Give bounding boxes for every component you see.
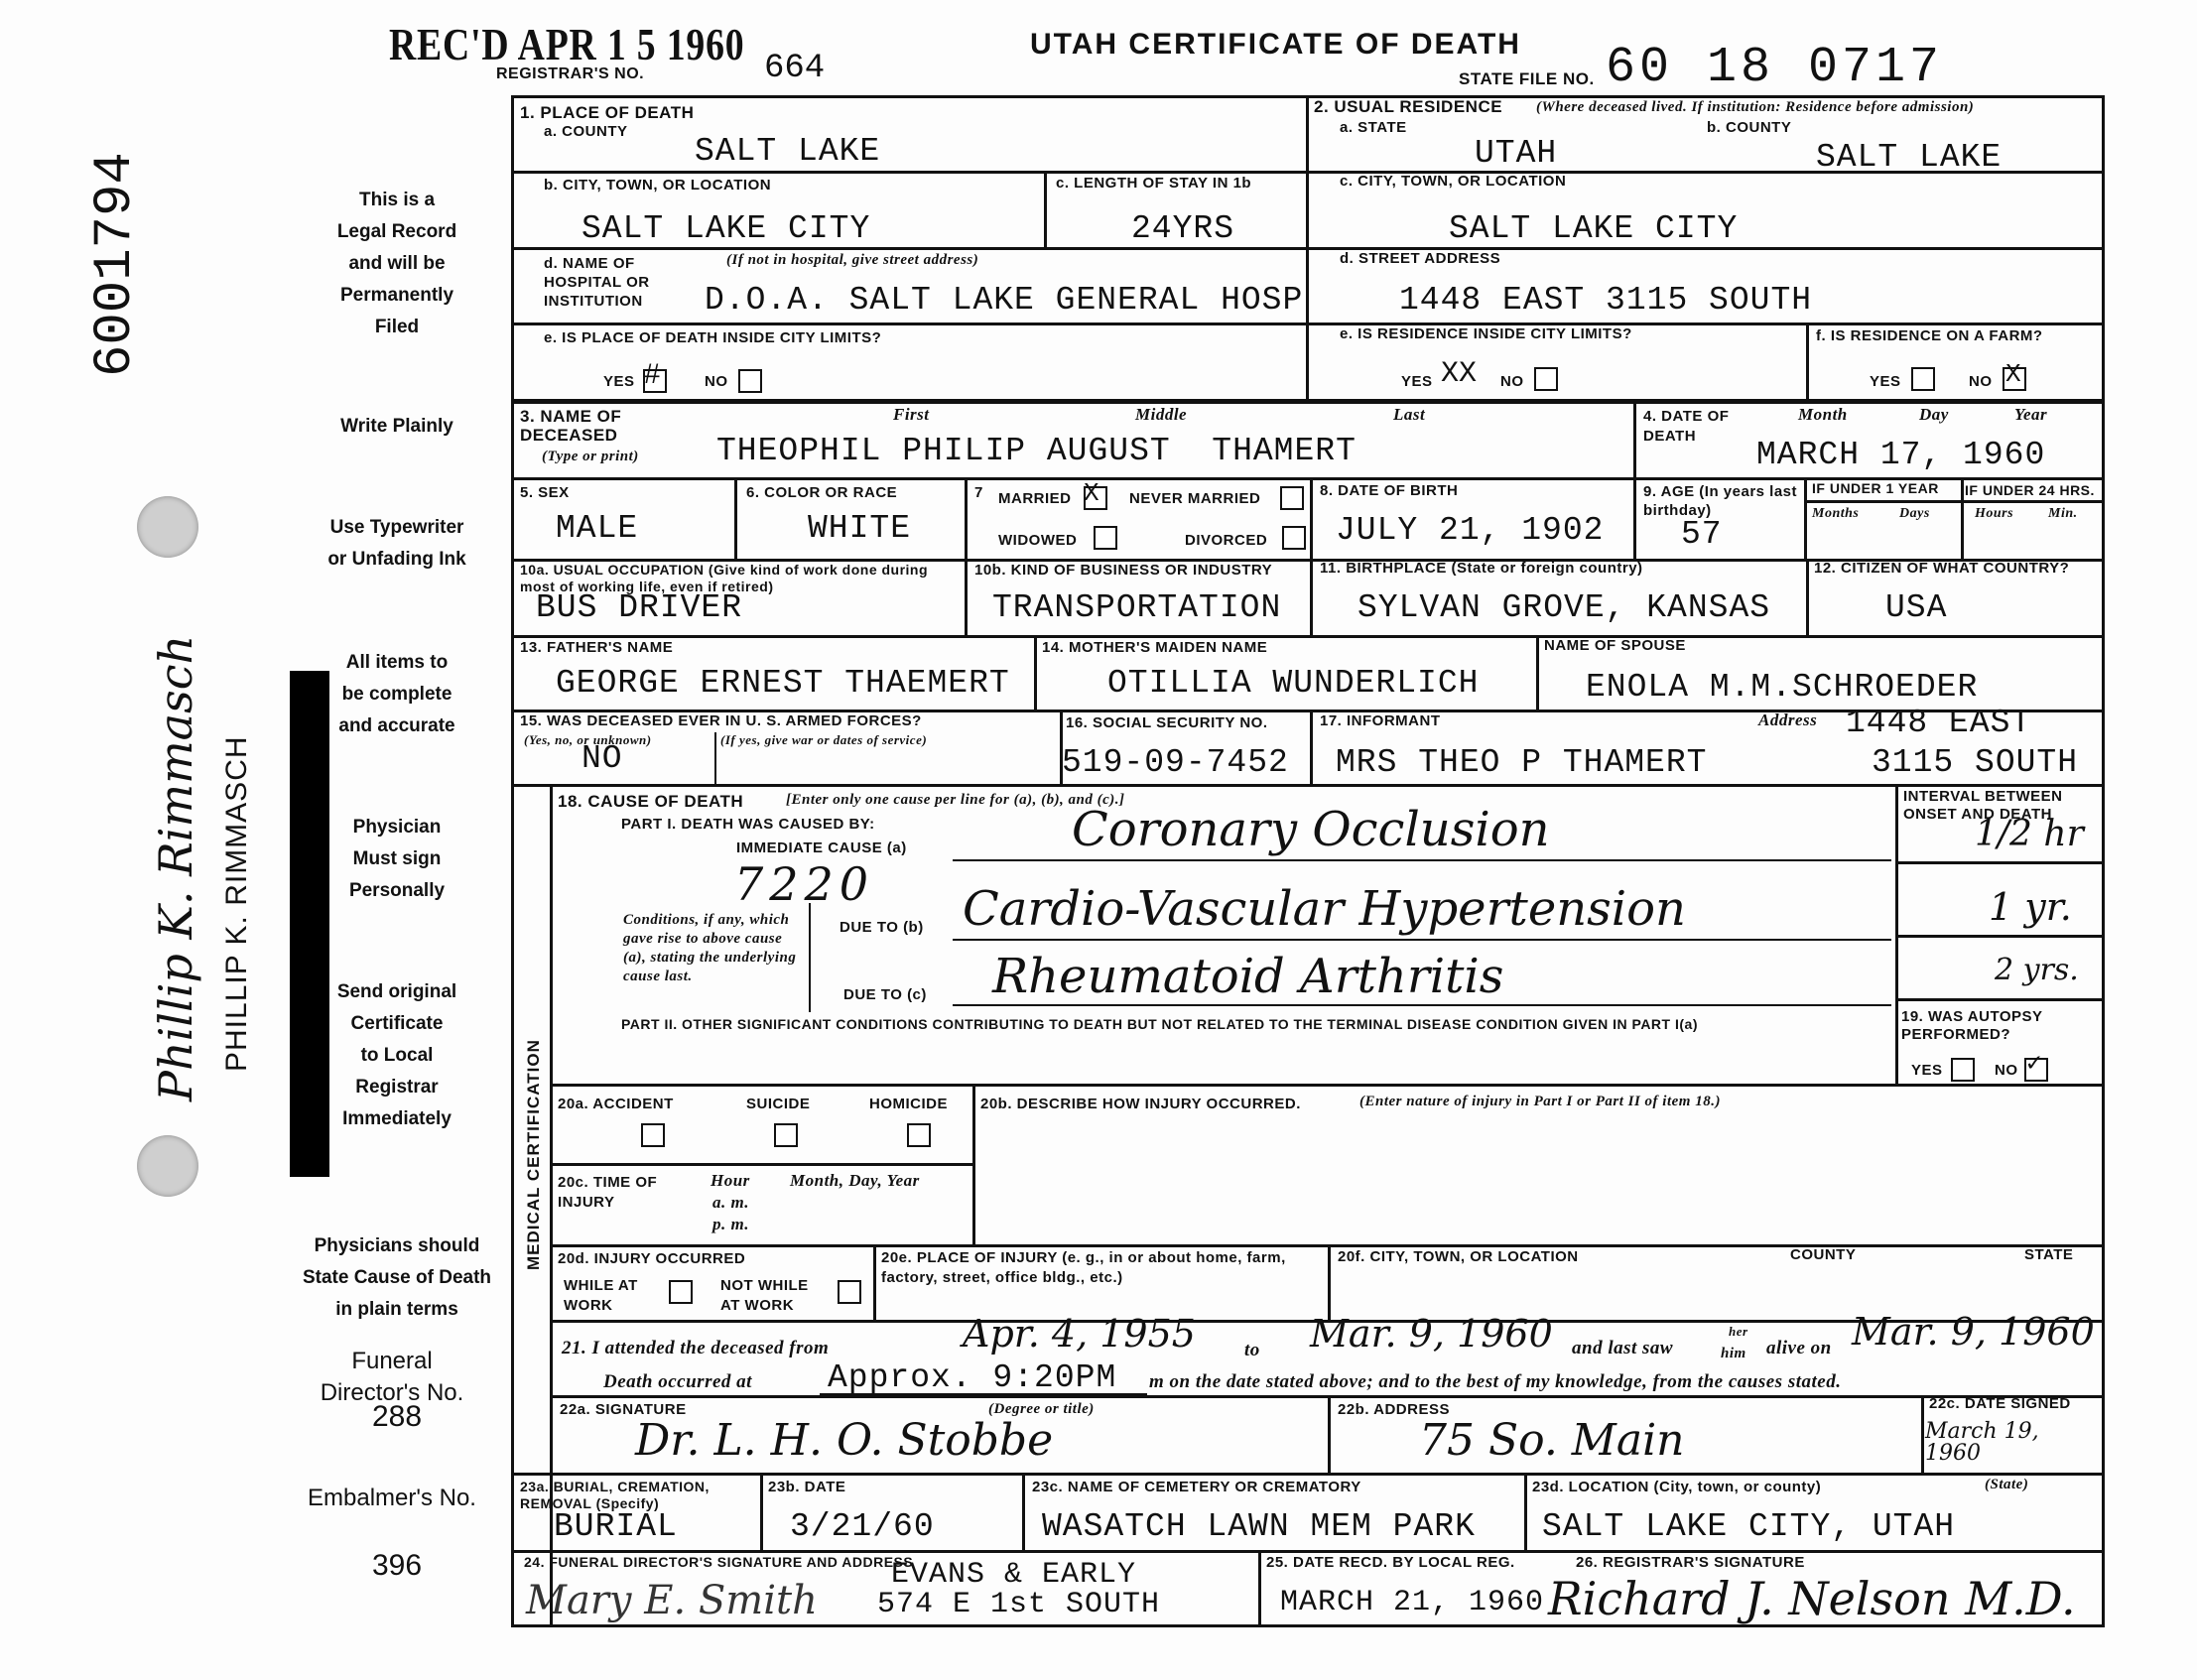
informant-address-1: 1448 EAST	[1846, 705, 2032, 741]
hours-label: Hours	[1975, 506, 2014, 521]
death-county-label: a. COUNTY	[544, 123, 628, 140]
signature-label: 22a. SIGNATURE	[560, 1401, 687, 1418]
farm-no-mark: X	[2005, 359, 2021, 389]
father-name: GEORGE ERNEST THAEMERT	[556, 665, 1010, 702]
spouse-label: NAME OF SPOUSE	[1544, 637, 1686, 654]
residence-inside-no-checkbox[interactable]	[1534, 367, 1558, 391]
cemetery-label: 23c. NAME OF CEMETERY OR CREMATORY	[1032, 1479, 1361, 1495]
first-label: First	[893, 405, 930, 424]
residence-inside-yes-label: YES	[1401, 373, 1433, 390]
race-label: 6. COLOR OR RACE	[746, 484, 898, 501]
burial-date: 3/21/60	[790, 1508, 935, 1545]
armed-forces-sub: (Yes, no, or unknown)	[524, 732, 652, 747]
all-items-note: All items to be complete and accurate	[338, 652, 455, 736]
accident-label: 20a. ACCIDENT	[558, 1096, 674, 1112]
residence-state-label: a. STATE	[1340, 119, 1407, 136]
injury-county-label: COUNTY	[1790, 1246, 1857, 1263]
embalmer-label: Embalmer's No.	[308, 1485, 476, 1511]
autopsy-yes-checkbox[interactable]	[1951, 1058, 1975, 1082]
medical-certification-label: MEDICAL CERTIFICATION	[524, 1039, 543, 1270]
binder-hole-bottom	[137, 1135, 198, 1197]
middle-label: Middle	[1135, 405, 1188, 424]
interval-b: 1 yr.	[1989, 885, 2072, 929]
occupation-label: 10a. USUAL OCCUPATION (Give kind of work done during most of working life, even if retired)	[520, 562, 929, 594]
degree-label: (Degree or title)	[988, 1401, 1095, 1417]
cemetery: WASATCH LAWN MEM PARK	[1042, 1508, 1476, 1545]
year-label: Year	[2014, 405, 2048, 424]
residence-note: (Where deceased lived. If institution: Residence before admission)	[1536, 99, 1975, 115]
hospital-note: (If not in hospital, give street address)	[726, 252, 979, 268]
immediate-cause-label: IMMEDIATE CAUSE (a)	[736, 840, 907, 856]
min-label: Min.	[2048, 506, 2078, 521]
ssn-label: 16. SOCIAL SECURITY NO.	[1066, 714, 1268, 731]
her-label: her	[1729, 1324, 1748, 1339]
embalmer-no: 396	[371, 1549, 423, 1582]
not-work-label: NOT WHILE AT WORK	[720, 1277, 809, 1314]
married-mark: X	[1084, 478, 1099, 508]
place-injury-label: 20e. PLACE OF INJURY (e. g., in or about home, farm, factory, street, office bldg., etc.)	[881, 1249, 1286, 1286]
autopsy-no-mark: ✓	[2026, 1049, 2042, 1079]
date-signed-label: 22c. DATE SIGNED	[1929, 1395, 2071, 1412]
typewriter-note: Use Typewriter or Unfading Ink	[327, 517, 466, 570]
interval-label: INTERVAL BETWEEN ONSET AND DEATH	[1903, 788, 2063, 823]
redaction-bar	[290, 671, 329, 1177]
burial-state-label: (State)	[1985, 1477, 2029, 1492]
registrar-no: 664	[764, 50, 826, 87]
injury-occurred-label: 20d. INJURY OCCURRED	[558, 1250, 746, 1267]
birth-date-label: 8. DATE OF BIRTH	[1320, 482, 1459, 499]
residence-state: UTAH	[1475, 135, 1558, 172]
death-inside-no-checkbox[interactable]	[738, 369, 762, 393]
part2-label: PART II. OTHER SIGNIFICANT CONDITIONS CONTRIBUTING TO DEATH BUT NOT RELATED TO THE TERMINAL DISEASE CONDITION GIVEN IN PART I(a)	[621, 1016, 1698, 1032]
attended-to: Mar. 9, 1960	[1310, 1312, 1553, 1356]
injury-city-label: 20f. CITY, TOWN, OR LOCATION	[1338, 1248, 1579, 1265]
autopsy-label: 19. WAS AUTOPSY PERFORMED?	[1901, 1008, 2043, 1043]
homicide-label: HOMICIDE	[869, 1096, 948, 1112]
suicide-label: SUICIDE	[746, 1096, 811, 1112]
burial-location: SALT LAKE CITY, UTAH	[1542, 1508, 1956, 1545]
interval-c: 2 yrs.	[1995, 953, 2079, 987]
registrar-no-label: REGISTRAR'S NO.	[496, 65, 645, 82]
item7-label: 7	[974, 484, 983, 501]
under-24-hours-label: IF UNDER 24 HRS.	[1965, 482, 2095, 498]
conditions-note: Conditions, if any, which gave rise to above cause (a), stating the underlying cause last.	[623, 912, 797, 984]
days-label: Days	[1899, 506, 1930, 521]
binder-hole-top	[137, 496, 198, 558]
attended-from: Apr. 4, 1955	[963, 1312, 1196, 1356]
burial-type-label: 23a. BURIAL, CREMATION, REMOVAL (Specify)	[520, 1479, 710, 1511]
death-inside-yes-mark: #	[643, 359, 662, 393]
send-original-note: Send original Certificate to Local Registrar Immediately	[336, 981, 457, 1129]
suicide-checkbox[interactable]	[774, 1123, 798, 1147]
informant: MRS THEO P THAMERT	[1336, 744, 1708, 781]
months-label: Months	[1812, 506, 1860, 521]
vertical-signature: Phillip K. Rimmasch	[149, 634, 202, 1101]
citizen-label: 12. CITIZEN OF WHAT COUNTRY?	[1814, 560, 2070, 577]
never-married-label: NEVER MARRIED	[1129, 490, 1261, 507]
cause-b: Cardio-Vascular Hypertension	[963, 881, 1686, 937]
state-file-no: 60 18 0717	[1606, 40, 1944, 96]
am-label: a. m.	[712, 1193, 749, 1212]
autopsy-no-label: NO	[1995, 1062, 2018, 1079]
length-of-stay-label: c. LENGTH OF STAY IN 1b	[1056, 175, 1252, 192]
residence-city-label: c. CITY, TOWN, OR LOCATION	[1340, 173, 1567, 190]
never-married-checkbox[interactable]	[1280, 486, 1304, 510]
physicians-state-note: Physicians should State Cause of Death in plain terms	[302, 1235, 492, 1320]
legal-record-note: This is a Legal Record and will be Permanently Filed	[336, 190, 457, 337]
mdy-label: Month, Day, Year	[790, 1171, 920, 1190]
sex-label: 5. SEX	[520, 484, 570, 501]
informant-address-label: Address	[1758, 711, 1818, 729]
date-of-death: MARCH 17, 1960	[1756, 437, 2046, 473]
date-signed: March 19, 1960	[1925, 1419, 2039, 1466]
how-injury-label: 20b. DESCRIBE HOW INJURY OCCURRED.	[980, 1096, 1301, 1112]
autopsy-yes-label: YES	[1911, 1062, 1943, 1079]
spouse-name: ENOLA M.M.SCHROEDER	[1586, 669, 1979, 706]
date-received: MARCH 21, 1960	[1280, 1586, 1545, 1619]
deceased-name-label: 3. NAME OF DECEASED	[520, 407, 622, 445]
sex: MALE	[556, 510, 639, 547]
burial-type: BURIAL	[554, 1508, 678, 1545]
death-occurred-label: Death occurred at	[603, 1371, 752, 1392]
farm-yes-checkbox[interactable]	[1911, 367, 1935, 391]
armed-forces-label: 15. WAS DECEASED EVER IN U. S. ARMED FORCES?	[520, 712, 922, 729]
funeral-director-no: 288	[371, 1400, 423, 1433]
business: TRANSPORTATION	[992, 589, 1282, 626]
residence-city: SALT LAKE CITY	[1449, 210, 1739, 247]
farm-yes-label: YES	[1870, 373, 1901, 390]
divorced-label: DIVORCED	[1185, 532, 1268, 549]
alive-on-label: alive on	[1766, 1338, 1832, 1358]
mother-name: OTILLIA WUNDERLICH	[1107, 665, 1480, 702]
informant-label: 17. INFORMANT	[1320, 712, 1441, 729]
deceased-name-sub: (Type or print)	[542, 449, 639, 464]
residence-county-label: b. COUNTY	[1707, 119, 1792, 136]
occupation: BUS DRIVER	[536, 589, 743, 626]
certificate-title: UTAH CERTIFICATE OF DEATH	[1030, 28, 1521, 61]
street-address-label: d. STREET ADDRESS	[1340, 250, 1501, 267]
under-1-year-label: IF UNDER 1 YEAR	[1812, 480, 1939, 496]
funeral-director-signature: Mary E. Smith	[526, 1578, 818, 1623]
cause-code: 7220	[734, 857, 875, 911]
residence-inside-no-label: NO	[1500, 373, 1524, 390]
registrar-signature: Richard J. Nelson M.D.	[1548, 1572, 2076, 1625]
interval-a: 1/2 hr	[1975, 814, 2084, 854]
residence-inside-label: e. IS RESIDENCE INSIDE CITY LIMITS?	[1340, 325, 1632, 342]
race: WHITE	[808, 510, 912, 547]
physician-note: Physician Must sign Personally	[348, 817, 446, 901]
received-stamp: REC'D APR 1 5 1960	[389, 19, 745, 69]
cause-c: Rheumatoid Arthritis	[992, 949, 1504, 1004]
part1-label: PART I. DEATH WAS CAUSED BY:	[621, 816, 875, 833]
residence-label: 2. USUAL RESIDENCE	[1314, 97, 1503, 116]
informant-address-2: 3115 SOUTH	[1872, 744, 2079, 781]
physician-address: 75 So. Main	[1419, 1415, 1685, 1466]
death-city-label: b. CITY, TOWN, OR LOCATION	[544, 177, 772, 194]
write-plainly-note: Write Plainly	[340, 416, 453, 437]
death-city: SALT LAKE CITY	[582, 210, 871, 247]
burial-location-label: 23d. LOCATION (City, town, or county)	[1532, 1479, 1822, 1495]
time-injury-label: 20c. TIME OF INJURY	[558, 1174, 658, 1211]
due-to-c-label: DUE TO (c)	[843, 986, 927, 1003]
cause-note: [Enter only one cause per line for (a), (b), and (c).]	[786, 792, 1125, 808]
business-label: 10b. KIND OF BUSINESS OR INDUSTRY	[974, 562, 1273, 579]
ssn: 519-09-7452	[1062, 744, 1289, 781]
physician-address-label: 22b. ADDRESS	[1338, 1401, 1450, 1418]
hospital-label: d. NAME OF HOSPITAL OR INSTITUTION	[544, 255, 650, 310]
father-label: 13. FATHER'S NAME	[520, 639, 674, 656]
pm-label: p. m.	[712, 1215, 749, 1233]
birth-date: JULY 21, 1902	[1336, 512, 1605, 549]
street-address: 1448 EAST 3115 SOUTH	[1399, 282, 1813, 319]
birthplace-label: 11. BIRTHPLACE (State or foreign country)	[1320, 560, 1643, 577]
to-label: to	[1244, 1340, 1260, 1360]
deceased-name: THEOPHIL PHILIP AUGUST THAMERT	[716, 433, 1357, 469]
last-saw-label: and last saw	[1572, 1338, 1674, 1358]
funeral-director-label: Funeral Director's No.	[320, 1348, 464, 1406]
last-label: Last	[1393, 405, 1426, 424]
date-received-label: 25. DATE RECD. BY LOCAL REG.	[1266, 1554, 1515, 1571]
armed-forces: NO	[582, 740, 623, 777]
him-label: him	[1721, 1346, 1746, 1361]
widowed-label: WIDOWED	[998, 532, 1078, 549]
not-work-checkbox[interactable]	[838, 1280, 861, 1304]
accident-checkbox[interactable]	[641, 1123, 665, 1147]
hour-label: Hour	[711, 1171, 750, 1190]
length-of-stay: 24YRS	[1131, 210, 1235, 247]
attended-from-label: 21. I attended the deceased from	[562, 1338, 830, 1358]
residence-county: SALT LAKE	[1816, 139, 2003, 176]
death-inside-no-label: NO	[705, 373, 728, 390]
death-inside-yes-label: YES	[603, 373, 635, 390]
divorced-checkbox[interactable]	[1282, 526, 1306, 550]
cause-of-death-label: 18. CAUSE OF DEATH	[558, 792, 744, 811]
age: 57	[1681, 516, 1723, 553]
physician-signature: Dr. L. H. O. Stobbe	[635, 1415, 1054, 1466]
day-label: Day	[1919, 405, 1949, 424]
death-time: Approx. 9:20PM	[828, 1359, 1117, 1396]
married-label: MARRIED	[998, 490, 1072, 507]
while-work-checkbox[interactable]	[669, 1280, 693, 1304]
armed-forces-sub2: (If yes, give war or dates of service)	[720, 732, 928, 747]
homicide-checkbox[interactable]	[907, 1123, 931, 1147]
farm-no-label: NO	[1969, 373, 1993, 390]
hospital-name: D.O.A. SALT LAKE GENERAL HOSP	[705, 282, 1304, 319]
funeral-home-name: EVANS & EARLY	[891, 1558, 1137, 1592]
residence-inside-yes-mark: XX	[1441, 357, 1478, 391]
citizen: USA	[1885, 589, 1948, 626]
vertical-number: 6001794	[85, 152, 146, 377]
due-to-b-label: DUE TO (b)	[840, 919, 924, 936]
alive-date: Mar. 9, 1960	[1852, 1310, 2095, 1354]
mother-label: 14. MOTHER'S MAIDEN NAME	[1042, 639, 1268, 656]
place-of-death-label: 1. PLACE OF DEATH	[520, 103, 695, 122]
age-label: 9. AGE (In years last birthday)	[1643, 483, 1798, 519]
registrar-sig-label: 26. REGISTRAR'S SIGNATURE	[1576, 1554, 1805, 1571]
cause-a: Coronary Occlusion	[1072, 802, 1550, 857]
death-county: SALT LAKE	[695, 133, 881, 170]
inside-city-label: e. IS PLACE OF DEATH INSIDE CITY LIMITS?	[544, 329, 882, 346]
death-occurred-tail: m on the date stated above; and to the best of my knowledge, from the causes stated.	[1149, 1371, 1842, 1392]
funeral-director-sig-label: 24. FUNERAL DIRECTOR'S SIGNATURE AND ADDRESS	[524, 1554, 914, 1570]
widowed-checkbox[interactable]	[1094, 526, 1117, 550]
farm-label: f. IS RESIDENCE ON A FARM?	[1816, 327, 2043, 344]
date-of-death-label: 4. DATE OF DEATH	[1643, 408, 1730, 445]
month-label: Month	[1798, 405, 1848, 424]
state-file-label: STATE FILE NO.	[1459, 69, 1595, 88]
injury-state-label: STATE	[2024, 1246, 2074, 1263]
how-injury-note: (Enter nature of injury in Part I or Part II of item 18.)	[1359, 1094, 1721, 1109]
funeral-home-address: 574 E 1st SOUTH	[877, 1588, 1161, 1621]
burial-date-label: 23b. DATE	[768, 1479, 846, 1495]
birthplace: SYLVAN GROVE, KANSAS	[1357, 589, 1771, 626]
while-work-label: WHILE AT WORK	[564, 1277, 638, 1314]
vertical-name: PHILLIP K. RIMMASCH	[220, 735, 253, 1072]
